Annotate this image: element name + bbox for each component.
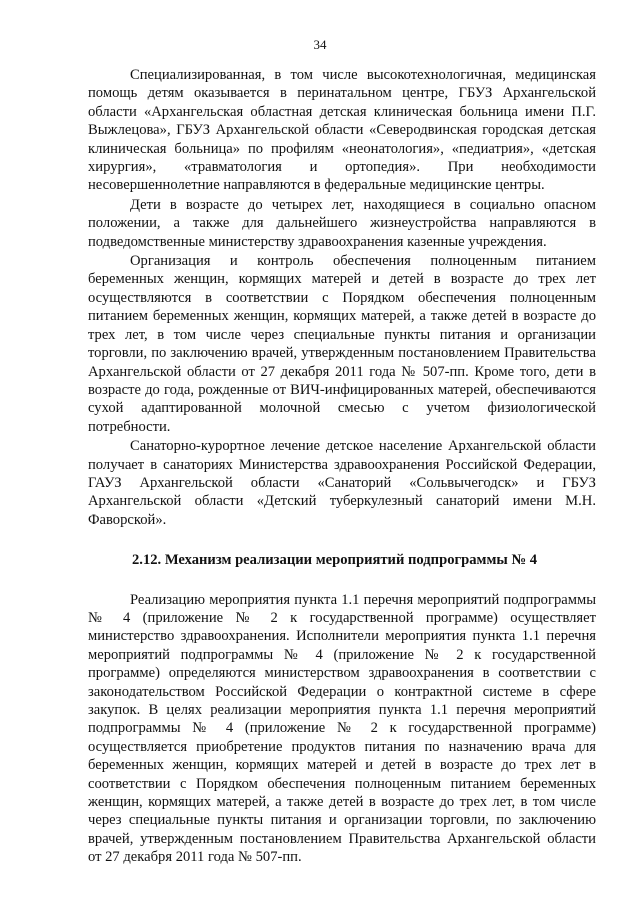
paragraph-children-under-four: Дети в возрасте до четырех лет, находящиеся в социально опасном положении, а также для дальнейшего жизнеустройства направляются в подведомственные министерству здравоохранения казенные учреждения. [88,196,596,250]
body-text [88,66,596,867]
section-heading: 2.12. Механизм реализации мероприятий подпрограммы № 4 [132,552,538,569]
paragraph-implementation-mechanism: Реализацию мероприятия пункта 1.1 перечня мероприятий подпрограммы № 4 (приложение № 2 к государственной программе) осуществляет министерство здравоохранения. Исполнители мероприятия пункта 1.1 перечня мероприятий подпрограммы № 4 (приложение № 2 к государственной программе) определяются министерством здравоохранения в соответствии с законодательством Российской Федерации о контрактной системе в сфере закупок. В целях реализации мероприятия пункта 1.1 перечня мероприятий подпрограммы № 4 (приложение № 2 к государственной программе) осуществляется приобретение продуктов питания по назначению врача для беременных женщин, кормящих матерей и детей в возрасте до трех лет в соответствии с Порядком обеспечения полноценным питанием беременных женщин, кормящих матерей, а также детей в возрасте до трех лет, в том числе через специальные пункты питания и организации торговли, по заключению врачей, утвержденным постановлением Правительства Архангельской области от 27 декабря 2011 года № 507-пп. [88,591,596,866]
paragraph-nutrition-control: Организация и контроль обеспечения полноценным питанием беременных женщин, кормящих матерей и детей в возрасте до трех лет осуществляются в соответствии с Порядком обеспечения полноценным питанием беременных женщин, кормящих матерей, а также детей в возрасте до трех лет, в том числе через специальные пункты питания и организации торговли, по заключению врачей, утвержденным постановлением Правительства Архангельской области от 27 декабря 2011 года № 507-пп. Кроме того, дети в возрасте до года, рожденные от ВИЧ-инфицированных матерей, обеспечиваются сухой адаптированной молочной смесью с учетом физиологической потребности. [88,253,596,435]
page-number: 34 [313,37,327,52]
paragraph-specialized-care: Специализированная, в том числе высокотехнологичная, медицинская помощь детям оказывается в перинатальном центре, ГБУЗ Архангельской области «Архангельская областная детская клиническая больница имени П.Г. Выжлецова», ГБУЗ Архангельской области «Северодвинская городская детская клиническая больница» по профилям «неонатология», «педиатрия», «детская хирургия», «травматология и ортопедия». При необходимости несовершеннолетние направляются в федеральные медицинские центры. [88,67,596,194]
paragraph-sanatorium-treatment: Санаторно-курортное лечение детское население Архангельской области получает в санаториях Министерства здравоохранения Российской Федерации, ГАУЗ Архангельской области «Санаторий «Сольвычегодск» и ГБУЗ Архангельской области «Детский туберкулезный санаторий имени М.Н. Фаворской». [88,438,596,528]
